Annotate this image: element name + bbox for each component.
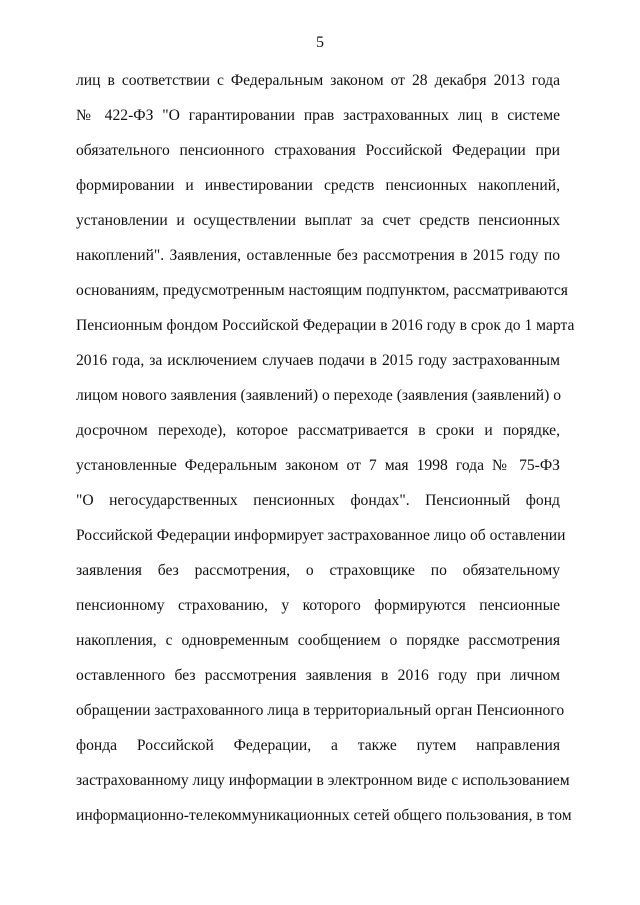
text-line: обращении застрахованного лица в территориальный орган Пенсионного [76, 702, 565, 719]
text-line: "О негосударственных пенсионных фондах". Пенсионный фонд [76, 492, 560, 509]
text-line: формировании и инвестировании средств пенсионных накоплений, [76, 177, 560, 194]
text-line: лицом нового заявления (заявлений) о переходе (заявления (заявлений) о [76, 387, 562, 404]
text-line: пенсионному страхованию, у которого формируются пенсионные [76, 597, 560, 614]
text-line: оставленного без рассмотрения заявления в 2016 году при личном [76, 667, 560, 684]
text-line: информационно-телекоммуникационных сетей общего пользования, в том [76, 807, 572, 824]
text-line: установленные Федеральным законом от 7 мая 1998 года № 75-ФЗ [76, 457, 560, 474]
text-line: накоплений". Заявления, оставленные без рассмотрения в 2015 году по [76, 247, 560, 264]
body-text [76, 68, 575, 838]
text-line: обязательного пенсионного страхования Российской Федерации при [76, 142, 560, 159]
text-line: накопления, с одновременным сообщением о порядке рассмотрения [76, 632, 560, 649]
page-number: 5 [316, 34, 324, 51]
text-line: установлении и осуществлении выплат за счет средств пенсионных [76, 212, 560, 229]
text-line: 2016 года, за исключением случаев подачи в 2015 году застрахованным [76, 352, 560, 369]
text-line: лиц в соответствии с Федеральным законом от 28 декабря 2013 года [76, 72, 560, 89]
text-line: № 422-ФЗ "О гарантировании прав застрахованных лиц в системе [76, 107, 560, 124]
text-line: Пенсионным фондом Российской Федерации в 2016 году в срок до 1 марта [76, 317, 575, 334]
text-line: досрочном переходе), которое рассматривается в сроки и порядке, [76, 422, 560, 439]
text-line: заявления без рассмотрения, о страховщике по обязательному [76, 562, 560, 579]
text-line: основаниям, предусмотренным настоящим подпунктом, рассматриваются [76, 282, 568, 299]
text-line: застрахованному лицу информации в электронном виде с использованием [76, 772, 570, 789]
text-line: фонда Российской Федерации, а также путем направления [76, 737, 560, 754]
text-line: Российской Федерации информирует застрахованное лицо об оставлении [76, 527, 566, 544]
